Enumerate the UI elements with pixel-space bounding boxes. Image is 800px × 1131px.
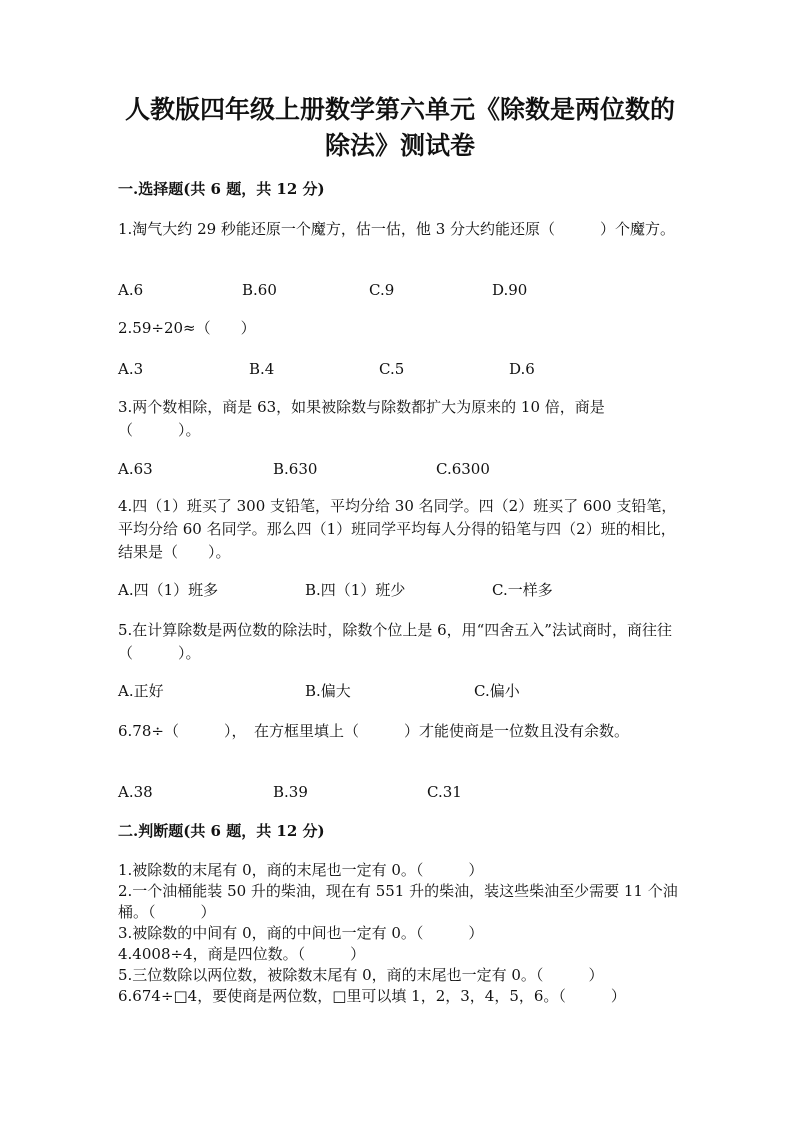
question-1-option-a: A.6: [118, 281, 144, 299]
page-title: [100, 92, 700, 164]
question-2-option-a: A.3: [118, 360, 144, 378]
question-5: 5.在计算除数是两位数的除法时，除数个位上是 6，用“四舍五入”法试商时，商往往（ ）。: [118, 621, 672, 662]
question-6-option-b: B.39: [273, 783, 308, 801]
title-line-2: 除法》测试卷: [324, 131, 475, 160]
question-2-option-c: C.5: [379, 360, 405, 378]
judgement-item-5: 5.三位数除以两位数，被除数末尾有 0，商的末尾也一定有 0。（ ）: [118, 966, 604, 984]
question-1: 1.淘气大约 29 秒能还原一个魔方，估一估，他 3 分大约能还原（ ）个魔方。: [118, 220, 676, 238]
question-6: 6.78÷（ ）， 在方框里填上（ ）才能使商是一位数且没有余数。: [118, 722, 629, 740]
question-6-option-a: A.38: [118, 783, 153, 801]
question-3-option-c: C.6300: [436, 460, 490, 478]
question-2-option-b: B.4: [249, 360, 275, 378]
question-6-option-c: C.31: [427, 783, 462, 801]
section-heading-judgement: 二.判断题(共 6 题，共 12 分): [118, 822, 325, 840]
question-5-option-b: B.偏大: [305, 682, 351, 700]
question-3-option-a: A.63: [118, 460, 153, 478]
question-3: 3.两个数相除，商是 63，如果被除数与除数都扩大为原来的 10 倍，商是（ ）。: [118, 398, 605, 439]
question-4-option-b: B.四（1）班少: [305, 581, 406, 599]
question-3-option-b: B.630: [273, 460, 318, 478]
section-heading-choice: 一.选择题(共 6 题，共 12 分): [118, 180, 325, 198]
judgement-item-1: 1.被除数的末尾有 0，商的末尾也一定有 0。（ ）: [118, 861, 484, 879]
question-5-option-a: A.正好: [118, 682, 164, 700]
question-4-option-a: A.四（1）班多: [118, 581, 219, 599]
question-2: 2.59÷20≈（ ）: [118, 319, 256, 337]
judgement-item-3: 3.被除数的中间有 0，商的中间也一定有 0。（ ）: [118, 924, 484, 942]
question-2-option-d: D.6: [509, 360, 535, 378]
question-4: 4.四（1）班买了 300 支铅笔，平均分给 30 名同学。四（2）班买了 600 支铅笔，平均分给 60 名同学。那么四（1）班同学平均每人分得的铅笔与四（2）班的相比，结果是（ ）。: [118, 497, 677, 561]
question-1-option-c: C.9: [369, 281, 395, 299]
question-4-option-c: C.一样多: [492, 581, 553, 599]
question-5-option-c: C.偏小: [474, 682, 520, 700]
title-line-1: 人教版四年级上册数学第六单元《除数是两位数的: [124, 95, 675, 124]
judgement-item-2: 2.一个油桶能装 50 升的柴油，现在有 551 升的柴油，装这些柴油至少需要 11 个油桶。（ ）: [118, 882, 678, 921]
question-1-option-d: D.90: [492, 281, 528, 299]
judgement-item-6: 6.674÷□4，要使商是两位数，□里可以填 1，2，3，4，5，6。（ ）: [118, 987, 626, 1005]
question-1-option-b: B.60: [242, 281, 277, 299]
judgement-item-4: 4.4008÷4，商是四位数。（ ）: [118, 945, 366, 963]
